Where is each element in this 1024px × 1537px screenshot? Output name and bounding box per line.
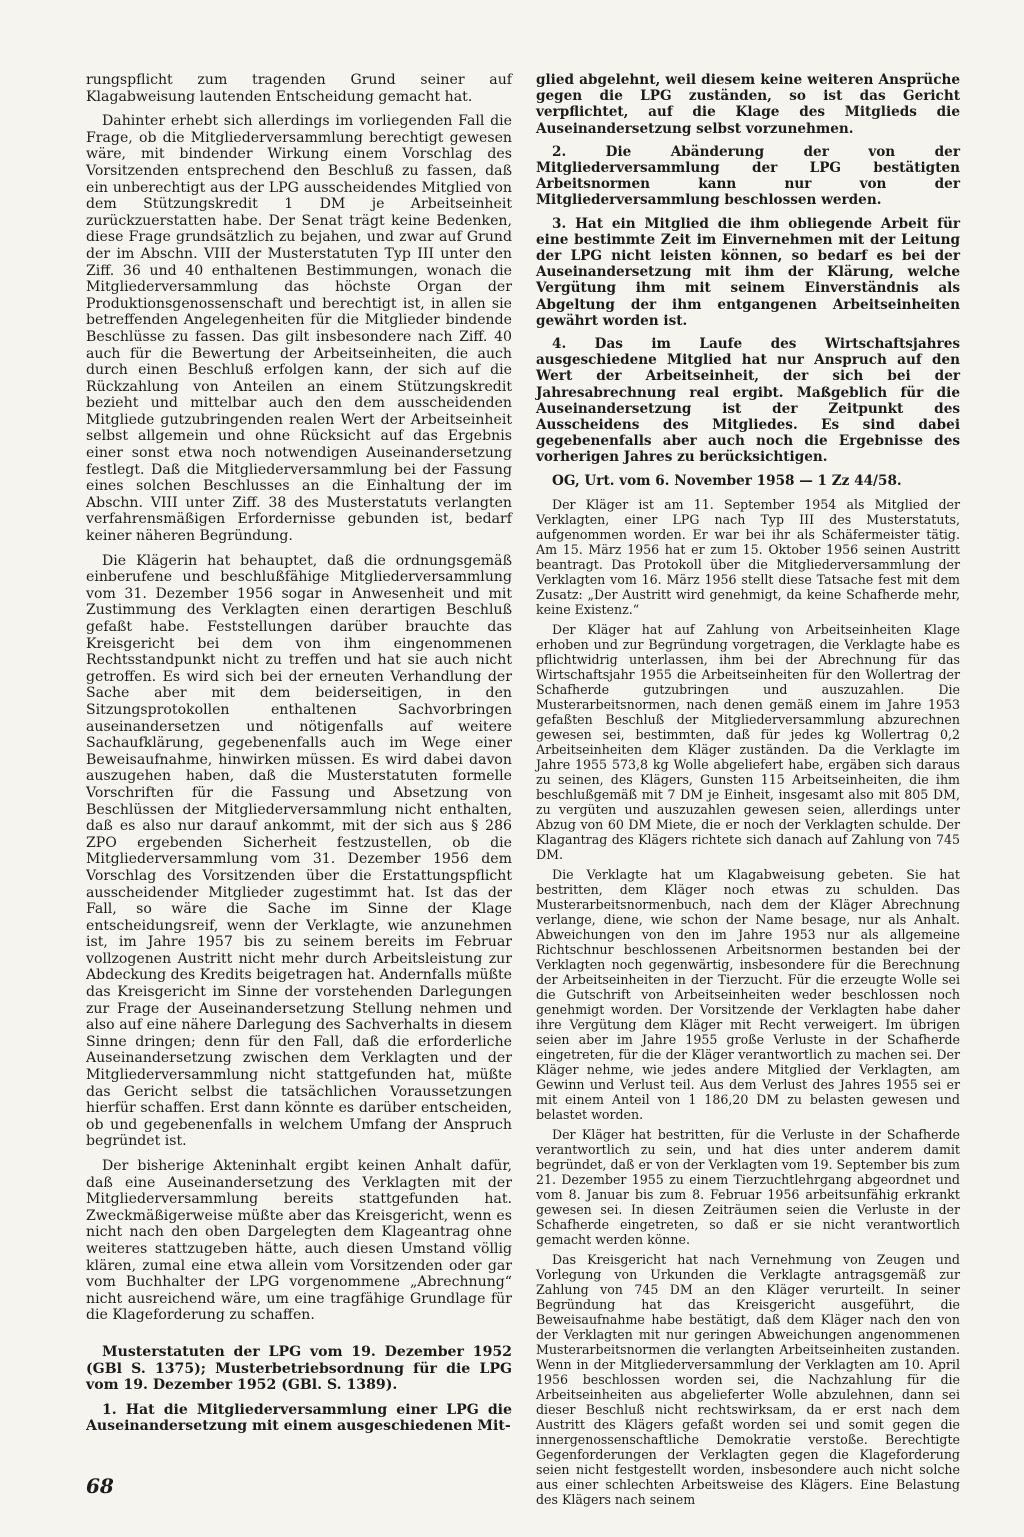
headnote-point-1-continued: glied abgelehnt, weil diesem keine weiteren Ansprüche gegen die LPG zuständen, so ist das Gericht verpflichtet, auf die Klage des Mitglieds die Auseinandersetzung selbst vorzunehmen. (536, 72, 960, 137)
paragraph: Dahinter erhebt sich allerdings im vorliegenden Fall die Frage, ob die Mitgliederversammlung berechtigt gewesen wäre, mit bindender Wirkung einem Vorschlag des Vorsitzenden entsprechend den Beschluß zu fassen, daß ein unberechtigt aus der LPG ausscheidendes Mitglied von dem Stützungskredit 1 DM je Arbeitseinheit zurückzuerstatten habe. Der Senat trägt keine Bedenken, diese Frage grundsätzlich zu bejahen, und zwar auf Grund der im Abschn. VIII der Musterstatuten Typ III unter den Ziff. 36 und 40 enthaltenen Bestimmungen, wonach die Mitgliederversammlung das höchste Organ der Produktionsgenossenschaft und berechtigt ist, in allen sie betreffenden Angelegenheiten für die Mitglieder bindende Beschlüsse zu fassen. Das gilt insbesondere nach Ziff. 40 auch für die Bewertung der Arbeitseinheiten, die auch durch einen Beschluß erfolgen kann, der sich auf die Rückzahlung von Anteilen an einem Stützungskredit bezieht und mittelbar auch den dem ausscheidenden Mitgliede gutzubringenden realen Wert der Arbeitseinheit selbst allgemein und ohne Rücksicht auf das Ergebnis einer sonst etwa noch notwendigen Auseinandersetzung festlegt. Daß die Mitgliederversammlung bei der Fassung eines solchen Beschlusses an die Einhaltung der im Abschn. VIII unter Ziff. 38 des Musterstatuts verlangten verfahrensmäßigen Erfordernisse gebunden ist, bedarf keiner näheren Begründung. (86, 113, 512, 545)
headnote-point-2: 2. Die Abänderung der von der Mitgliederversammlung der LPG bestätigten Arbeitsnormen kann nur von der Mitgliederversammlung beschlossen werden. (536, 143, 960, 209)
paragraph: Der Kläger hat auf Zahlung von Arbeitseinheiten Klage erhoben und zur Begründung vorgetragen, die Verklagte habe es pflichtwidrig unterlassen, ihm bei der Abrechnung für das Wirtschaftsjahr 1955 die Arbeitseinheiten für den Wollertrag der Schafherde gutzubringen und auszuzahlen. Die Musterarbeitsnormen, nach denen gemäß einem im Jahre 1953 gefaßten Beschluß der Mitgliederversammlung abzurechnen gewesen sei, bestimmten, daß für jedes kg Wollertrag 0,2 Arbeitseinheiten dem Kläger zuständen. Da die Verklagte im Jahre 1955 573,8 kg Wolle abgeliefert habe, ergäben sich daraus zu seinen, des Klägers, Gunsten 115 Arbeitseinheiten, die ihm beschlußgemäß mit 7 DM je Einheit, insgesamt also mit 805 DM, zu vergüten und auszuzahlen gewesen seien, allerdings unter Abzug von 60 DM Miete, die er noch der Verklagten schulde. Der Klagantrag des Klägers richtete sich danach auf Zahlung von 745 DM. (536, 622, 960, 863)
court-citation: OG, Urt. vom 6. November 1958 — 1 Zz 44/58. (552, 472, 902, 489)
right-column (536, 72, 960, 1512)
headnote-point-1: 1. Hat die Mitgliederversammlung einer LPG die Auseinandersetzung mit einem ausgeschiedenen Mit- (86, 1401, 512, 1435)
paragraph: Die Klägerin hat behauptet, daß die ordnungsgemäß einberufene und beschlußfähige Mitgliederversammlung vom 31. Dezember 1956 sogar in Anwesenheit und mit Zustimmung des Verklagten einen derartigen Beschluß gefaßt habe. Feststellungen darüber brauchte das Kreisgericht bei dem von ihm eingenommenen Rechtsstandpunkt nicht zu treffen und hat sie auch nicht getroffen. Es wird sich bei der erneuten Verhandlung der Sache aber mit dem beiderseitigen, in den Sitzungsprotokollen enthaltenen Sachvorbringen auseinandersetzen und nötigenfalls auf weitere Sachaufklärung, gegebenenfalls auch im Wege einer Beweisaufnahme, hinwirken müssen. Es wird dabei davon auszugehen haben, daß die Musterstatuten formelle Vorschriften für die Fassung und Absetzung von Beschlüssen der Mitgliederversammlung nicht enthalten, daß es also nur darauf ankommt, mit der sich aus § 286 ZPO ergebenden Sicherheit festzustellen, ob die Mitgliederversammlung vom 31. Dezember 1956 dem Vorschlag des Vorsitzenden über die Erstattungspflicht ausscheidender Mitglieder zugestimmt hat. Ist das der Fall, so wäre die Sache im Sinne der Klage entscheidungsreif, wenn der Verklagte, wie anzunehmen ist, im Jahre 1957 bis zu seinem bereits im Februar vollzogenen Austritt nicht mehr durch Arbeitsleistung zur Abdeckung des Kredits beigetragen hat. Andernfalls müßte das Kreisgericht im Sinne der vorstehenden Darlegungen zur Frage der Auseinandersetzung Stellung nehmen und also auf eine nähere Darlegung des Sachverhalts in diesem Sinne dringen; denn für den Fall, daß die erforderliche Auseinandersetzung zwischen dem Verklagten und der Mitgliederversammlung nicht stattgefunden hat, müßte das Gericht selbst die tatsächlichen Voraussetzungen hierfür schaffen. Erst dann könnte es darüber entscheiden, ob und gegebenenfalls in welchem Umfang der Anspruch begründet ist. (86, 552, 512, 1150)
headnote-point-4: 4. Das im Laufe des Wirtschaftsjahres ausgeschiedene Mitglied hat nur Anspruch auf den Wert der Arbeitseinheit, der sich bei der Jahresabrechnung real ergibt. Maßgeblich für die Auseinandersetzung ist der Zeitpunkt des Ausscheidens des Mitgliedes. Es sind dabei gegebenenfalls aber auch noch die Ergebnisse des vorherigen Jahres zu berücksichtigen. (536, 336, 960, 466)
paragraph: Das Kreisgericht hat nach Vernehmung von Zeugen und Vorlegung von Urkunden die Verklagte antragsgemäß zur Zahlung von 745 DM an den Kläger verurteilt. In seiner Begründung hat das Kreisgericht ausgeführt, die Beweisaufnahme habe bestätigt, daß dem Kläger nach den von der Verklagten mit nur geringen Abweichungen angenommenen Musterarbeitsnormen die verlangten Arbeitseinheiten zustanden. Wenn in der Mitgliederversammlung der Verklagten am 10. April 1956 beschlossen worden sei, die Nachzahlung für die Arbeitseinheiten aus abgelieferter Wolle abzulehnen, dann sei dieser Beschluß nicht rechtswirksam, da er erst nach dem Austritt des Klägers gefaßt worden sei und somit gegen die innergenossenschaftliche Demokratie verstoße. Berechtigte Gegenforderungen der Verklagten gegen die Klageforderung seien nicht festgestellt worden, insbesondere auch nicht solche aus einer schlechten Arbeitsweise des Klägers. Eine Belastung des Klägers nach seinem (536, 1252, 960, 1508)
statute-heading-block (86, 1344, 512, 1435)
page-number: 68 (86, 1474, 114, 1498)
headnote-point-3: 3. Hat ein Mitglied die ihm obliegende Arbeit für eine bestimmte Zeit im Einvernehmen mit der Leitung der LPG nicht leisten können, so bedarf es bei der Auseinandersetzung mit ihm der Klärung, welche Vergütung ihm mit seinem Einverständnis als Abgeltung der ihm entgangenen Arbeitseinheiten gewährt worden ist. (536, 215, 960, 329)
left-column (86, 72, 512, 1443)
paragraph: Der bisherige Akteninhalt ergibt keinen Anhalt dafür, daß eine Auseinandersetzung des Verklagten mit der Mitgliederversammlung bereits stattgefunden hat. Zweckmäßigerweise müßte aber das Kreisgericht, wenn es nicht nach den oben Dargelegten dem Klageantrag ohne weiteres stattzugeben hätte, auch diesen Umstand völlig klären, zumal eine etwa allein vom Vorsitzenden oder gar vom Buchhalter der LPG vorgenommene „Abrechnung“ nicht ausreichend wäre, um eine tragfähige Grundlage für die Klageforderung zu schaffen. (86, 1158, 512, 1324)
paragraph: Der Kläger hat bestritten, für die Verluste in der Schafherde verantwortlich zu sein, und hat dies unter anderem damit begründet, daß er von der Verklagten vom 19. September bis zum 21. Dezember 1955 zu einem Tierzuchtlehrgang abgeordnet und vom 8. Januar bis zum 8. Februar 1956 arbeitsunfähig erkrankt gewesen sei. In diesen Zeiträumen seien die Verluste in der Schafherde eingetreten, so daß er sie nicht verantwortlich gemacht werden könne. (536, 1127, 960, 1248)
paragraph: Der Kläger ist am 11. September 1954 als Mitglied der Verklagten, einer LPG nach Typ III des Musterstatuts, aufgenommen worden. Er war bei ihr als Schäfermeister tätig. Am 15. März 1956 hat er zum 15. Oktober 1956 seinen Austritt beantragt. Das Protokoll über die Mitgliederversammlung der Verklagten vom 16. März 1956 stellt diese Tatsache fest mit dem Zusatz: „Der Austritt wird genehmigt, da keine Schafherde mehr, keine Existenz.“ (536, 497, 960, 618)
paragraph: rungspflicht zum tragenden Grund seiner auf Klagabweisung lautenden Entscheidung gemacht hat. (86, 72, 512, 105)
paragraph: Die Verklagte hat um Klagabweisung gebeten. Sie hat bestritten, dem Kläger noch etwas zu schulden. Das Musterarbeitsnormenbuch, nach dem der Kläger Abrechnung verlange, diene, wie schon der Name besage, nur als Anhalt. Abweichungen von den im Jahre 1953 nur als allgemeine Richtschnur beschlossenen Arbeitsnormen bestanden bei der Verklagten noch gegenwärtig, insbesondere für die Berechnung der Arbeitseinheiten in der Tierzucht. Für die erzeugte Wolle sei die Gutschrift von Arbeitseinheiten weder beschlossen noch genehmigt worden. Der Vorsitzende der Verklagten habe daher ihre Vergütung dem Kläger mit Recht verweigert. Im übrigen seien aber im Jahre 1955 große Verluste in der Schafherde eingetreten, für die der Kläger verantwortlich zu machen sei. Der Kläger nehme, wie jedes andere Mitglied der Verklagten, am Gewinn und Verlust teil. Aus dem Verlust des Jahres 1955 sei er mit einem Anteil von 1 186,20 DM zu belasten gewesen und belastet worden. (536, 867, 960, 1123)
statute-heading: Musterstatuten der LPG vom 19. Dezember 1952 (GBl S. 1375); Musterbetriebsordnung für die LPG vom 19. Dezember 1952 (GBl. S. 1389). (86, 1343, 512, 1394)
